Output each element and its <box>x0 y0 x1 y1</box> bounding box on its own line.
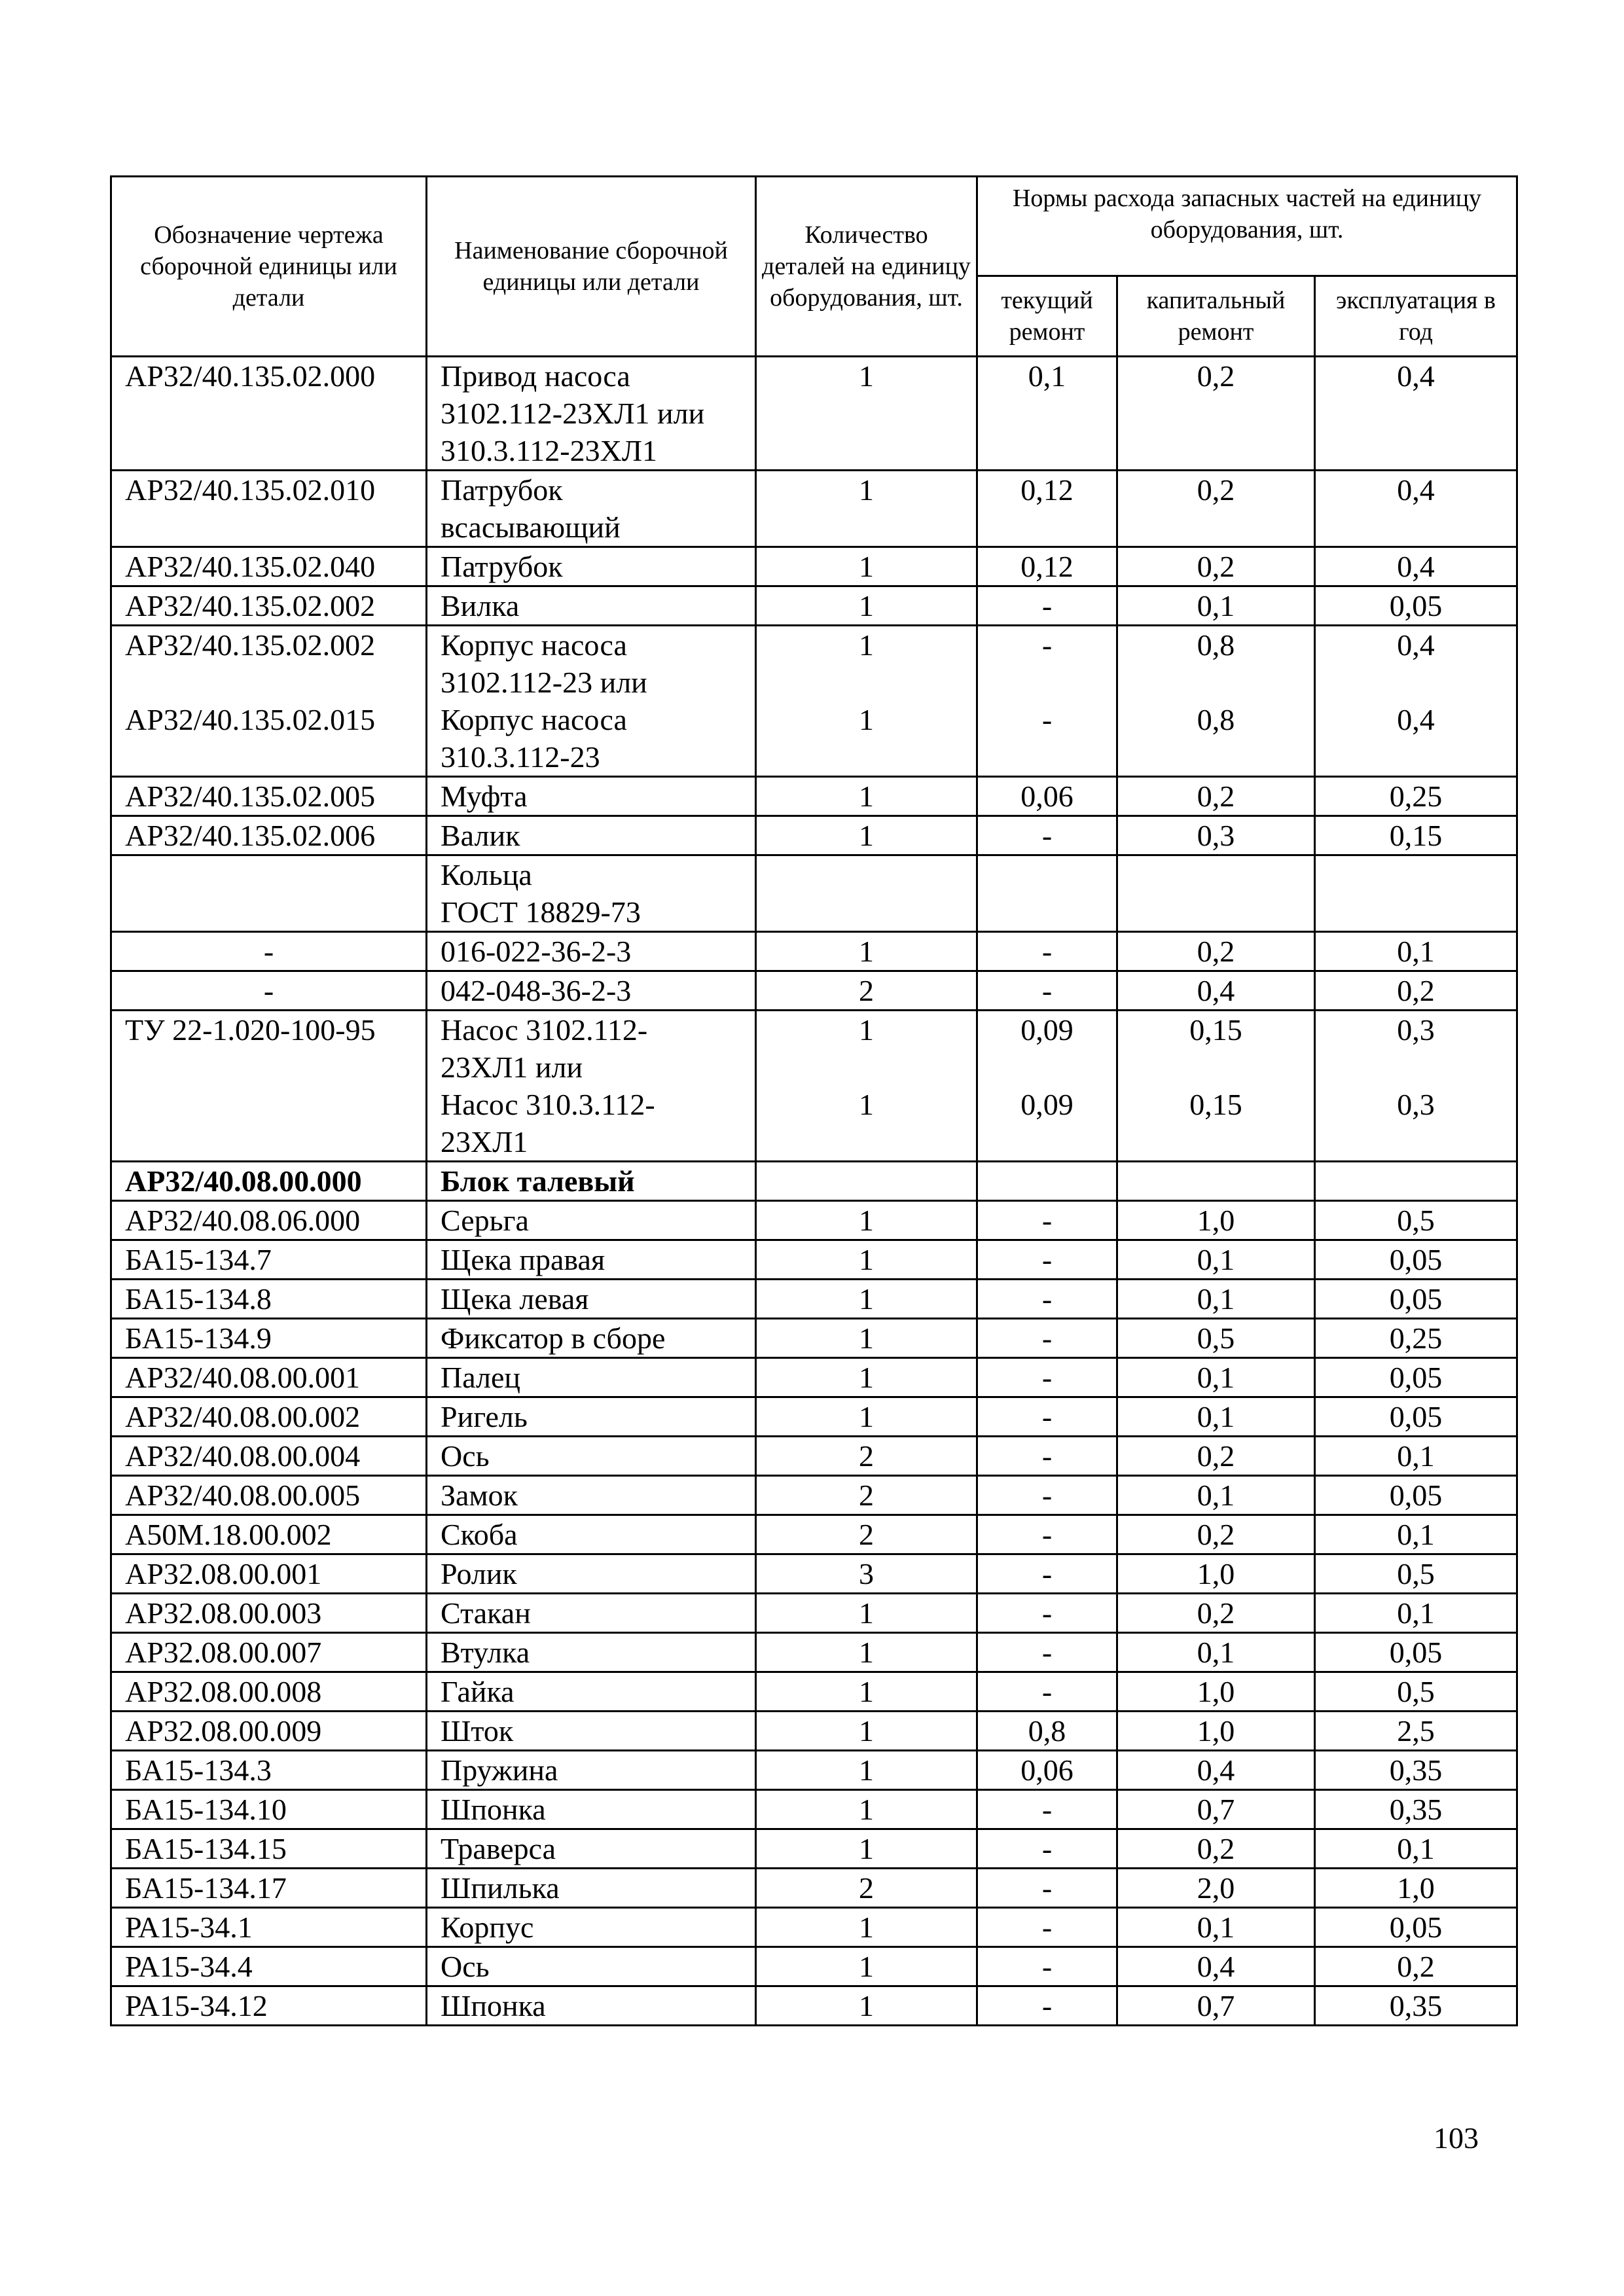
table-row <box>111 1869 1517 1908</box>
cell-name: Ось <box>427 1437 756 1476</box>
cell-annual: 0,5 <box>1315 1672 1517 1712</box>
cell-code: АР32/40.08.00.004 <box>111 1437 427 1476</box>
cell-code: АР32.08.00.001 <box>111 1554 427 1594</box>
cell-qty: 1 <box>756 547 977 586</box>
cell-annual: 0,05 <box>1315 1240 1517 1280</box>
cell-code <box>111 855 427 932</box>
header-name: Наименование сборочной единицы или детали <box>427 177 756 357</box>
cell-name: Пружина <box>427 1751 756 1790</box>
cell-annual: 0,05 <box>1315 1476 1517 1515</box>
cell-name: Валик <box>427 816 756 855</box>
cell-capital: 0,5 <box>1117 1319 1315 1358</box>
cell-current: 0,8 <box>977 1712 1117 1751</box>
cell-annual: 0,05 <box>1315 1397 1517 1437</box>
cell-qty: 1 <box>756 1240 977 1280</box>
cell-annual: 0,1 <box>1315 1437 1517 1476</box>
cell-code: АР32/40.08.00.001 <box>111 1358 427 1397</box>
cell-current: - <box>977 932 1117 971</box>
cell-name: Траверса <box>427 1829 756 1869</box>
cell-capital: 1,0 <box>1117 1672 1315 1712</box>
spare-parts-table <box>110 175 1518 2026</box>
cell-qty: 2 <box>756 971 977 1011</box>
cell-current: 0,06 <box>977 777 1117 816</box>
cell-name: Шпилька <box>427 1869 756 1908</box>
cell-annual: 0,05 <box>1315 1633 1517 1672</box>
cell-capital: 0,4 <box>1117 971 1315 1011</box>
table-row <box>111 547 1517 586</box>
cell-capital: 0,15 0,15 <box>1117 1011 1315 1162</box>
cell-annual: 0,35 <box>1315 1751 1517 1790</box>
table-row <box>111 777 1517 816</box>
cell-code: БА15-134.8 <box>111 1280 427 1319</box>
cell-qty: 1 1 <box>756 1011 977 1162</box>
table-row <box>111 1947 1517 1986</box>
cell-name: 016-022-36-2-3 <box>427 932 756 971</box>
cell-annual: 0,25 <box>1315 777 1517 816</box>
cell-qty: 1 <box>756 932 977 971</box>
cell-capital: 0,4 <box>1117 1947 1315 1986</box>
cell-capital: 0,1 <box>1117 1908 1315 1947</box>
cell-annual: 1,0 <box>1315 1869 1517 1908</box>
cell-qty <box>756 855 977 932</box>
cell-current: - <box>977 1437 1117 1476</box>
table-row <box>111 816 1517 855</box>
cell-qty: 1 <box>756 586 977 626</box>
cell-current: - <box>977 1515 1117 1554</box>
cell-qty: 2 <box>756 1476 977 1515</box>
cell-annual: 0,3 0,3 <box>1315 1011 1517 1162</box>
cell-capital: 1,0 <box>1117 1712 1315 1751</box>
cell-code: АР32/40.08.00.002 <box>111 1397 427 1437</box>
cell-annual: 0,25 <box>1315 1319 1517 1358</box>
cell-capital: 0,8 0,8 <box>1117 626 1315 777</box>
cell-code: АР32/40.08.00.005 <box>111 1476 427 1515</box>
cell-qty: 1 <box>756 1672 977 1712</box>
cell-annual: 0,4 <box>1315 471 1517 547</box>
cell-qty: 1 <box>756 471 977 547</box>
cell-qty: 1 <box>756 357 977 471</box>
cell-qty: 1 <box>756 1908 977 1947</box>
cell-code: - <box>111 932 427 971</box>
cell-current: - <box>977 1397 1117 1437</box>
cell-code: АР32.08.00.003 <box>111 1594 427 1633</box>
cell-capital: 0,1 <box>1117 1476 1315 1515</box>
cell-current: - <box>977 1319 1117 1358</box>
cell-code: АР32/40.135.02.040 <box>111 547 427 586</box>
cell-qty: 1 <box>756 1829 977 1869</box>
cell-qty: 1 <box>756 1201 977 1240</box>
cell-current: - <box>977 1790 1117 1829</box>
cell-code: БА15-134.17 <box>111 1869 427 1908</box>
cell-code: ТУ 22-1.020-100-95 <box>111 1011 427 1162</box>
cell-annual <box>1315 1162 1517 1201</box>
cell-qty: 2 <box>756 1869 977 1908</box>
cell-annual: 0,1 <box>1315 1515 1517 1554</box>
cell-annual: 0,05 <box>1315 1358 1517 1397</box>
cell-qty: 1 <box>756 1790 977 1829</box>
table-row <box>111 1476 1517 1515</box>
cell-code: АР32/40.135.02.006 <box>111 816 427 855</box>
cell-capital: 0,1 <box>1117 1358 1315 1397</box>
table-row <box>111 1751 1517 1790</box>
cell-capital: 0,1 <box>1117 1280 1315 1319</box>
cell-current: - <box>977 1633 1117 1672</box>
cell-name: Ось <box>427 1947 756 1986</box>
cell-capital: 0,2 <box>1117 1594 1315 1633</box>
cell-name: Вилка <box>427 586 756 626</box>
cell-current: 0,1 <box>977 357 1117 471</box>
cell-name: Щека левая <box>427 1280 756 1319</box>
cell-code: АР32/40.135.02.005 <box>111 777 427 816</box>
cell-capital: 1,0 <box>1117 1554 1315 1594</box>
cell-qty: 1 <box>756 1280 977 1319</box>
cell-current: - <box>977 1554 1117 1594</box>
cell-capital: 0,7 <box>1117 1986 1315 2026</box>
table-row <box>111 1437 1517 1476</box>
cell-name: 042-048-36-2-3 <box>427 971 756 1011</box>
cell-code: А50М.18.00.002 <box>111 1515 427 1554</box>
cell-current: - <box>977 971 1117 1011</box>
cell-annual: 0,1 <box>1315 1594 1517 1633</box>
cell-qty: 2 <box>756 1515 977 1554</box>
table-row <box>111 626 1517 777</box>
cell-annual <box>1315 855 1517 932</box>
cell-code: АР32.08.00.009 <box>111 1712 427 1751</box>
cell-current: - <box>977 1594 1117 1633</box>
cell-qty: 1 <box>756 816 977 855</box>
cell-annual: 0,2 <box>1315 1947 1517 1986</box>
cell-current: 0,06 <box>977 1751 1117 1790</box>
cell-name: Насос 3102.112- 23ХЛ1 или Насос 310.3.112- 23ХЛ1 <box>427 1011 756 1162</box>
cell-name: Гайка <box>427 1672 756 1712</box>
cell-current: - <box>977 1829 1117 1869</box>
table-row <box>111 855 1517 932</box>
cell-annual: 0,2 <box>1315 971 1517 1011</box>
cell-code: - <box>111 971 427 1011</box>
cell-capital: 0,1 <box>1117 1633 1315 1672</box>
cell-capital: 0,2 <box>1117 1437 1315 1476</box>
cell-code: АР32/40.08.06.000 <box>111 1201 427 1240</box>
cell-name: Фиксатор в сборе <box>427 1319 756 1358</box>
cell-name: Патрубок всасывающий <box>427 471 756 547</box>
cell-code: АР32/40.135.02.000 <box>111 357 427 471</box>
cell-qty: 1 <box>756 1594 977 1633</box>
cell-qty <box>756 1162 977 1201</box>
table-row <box>111 1280 1517 1319</box>
cell-name: Шток <box>427 1712 756 1751</box>
cell-annual: 0,4 0,4 <box>1315 626 1517 777</box>
header-capital-repair: капитальный ремонт <box>1117 276 1315 357</box>
cell-code: АР32/40.135.02.002 <box>111 586 427 626</box>
cell-name: Шпонка <box>427 1986 756 2026</box>
cell-current: - <box>977 1201 1117 1240</box>
cell-current: - <box>977 1476 1117 1515</box>
cell-capital <box>1117 1162 1315 1201</box>
cell-current: - <box>977 1672 1117 1712</box>
table-row <box>111 1397 1517 1437</box>
table-row <box>111 1358 1517 1397</box>
cell-code: БА15-134.3 <box>111 1751 427 1790</box>
cell-annual: 0,1 <box>1315 1829 1517 1869</box>
cell-annual: 0,5 <box>1315 1201 1517 1240</box>
cell-name: Корпус <box>427 1908 756 1947</box>
table-row <box>111 1633 1517 1672</box>
cell-capital: 1,0 <box>1117 1201 1315 1240</box>
cell-name: Муфта <box>427 777 756 816</box>
cell-current: - - <box>977 626 1117 777</box>
cell-name: Привод насоса 3102.112-23ХЛ1 или 310.3.112-23ХЛ1 <box>427 357 756 471</box>
cell-capital: 0,2 <box>1117 1829 1315 1869</box>
cell-code: АР32/40.135.02.002 АР32/40.135.02.015 <box>111 626 427 777</box>
table-row <box>111 1011 1517 1162</box>
cell-capital: 0,2 <box>1117 932 1315 971</box>
cell-name: Шпонка <box>427 1790 756 1829</box>
cell-name: Патрубок <box>427 547 756 586</box>
cell-capital: 0,3 <box>1117 816 1315 855</box>
table-row <box>111 1515 1517 1554</box>
table-row <box>111 1986 1517 2026</box>
cell-qty: 1 <box>756 1633 977 1672</box>
table-row <box>111 1162 1517 1201</box>
header-code: Обозначение чертежа сборочной единицы или детали <box>111 177 427 357</box>
cell-code: АР32.08.00.008 <box>111 1672 427 1712</box>
cell-qty: 1 <box>756 1712 977 1751</box>
cell-qty: 1 <box>756 1751 977 1790</box>
table-row <box>111 1240 1517 1280</box>
cell-current: 0,09 0,09 <box>977 1011 1117 1162</box>
cell-annual: 0,35 <box>1315 1986 1517 2026</box>
table-row <box>111 1908 1517 1947</box>
cell-code: БА15-134.7 <box>111 1240 427 1280</box>
table-row <box>111 1712 1517 1751</box>
cell-current: - <box>977 1240 1117 1280</box>
header-qty: Количество деталей на единицу оборудования, шт. <box>756 177 977 357</box>
cell-current: - <box>977 1986 1117 2026</box>
cell-qty: 1 1 <box>756 626 977 777</box>
table-row <box>111 586 1517 626</box>
cell-annual: 0,15 <box>1315 816 1517 855</box>
cell-name: Замок <box>427 1476 756 1515</box>
cell-capital: 0,1 <box>1117 1240 1315 1280</box>
cell-qty: 3 <box>756 1554 977 1594</box>
cell-annual: 0,4 <box>1315 547 1517 586</box>
cell-code: БА15-134.10 <box>111 1790 427 1829</box>
cell-name: Скоба <box>427 1515 756 1554</box>
cell-current: - <box>977 1280 1117 1319</box>
cell-annual: 0,05 <box>1315 586 1517 626</box>
cell-current <box>977 1162 1117 1201</box>
cell-name: Корпус насоса 3102.112-23 или Корпус насоса 310.3.112-23 <box>427 626 756 777</box>
cell-annual: 0,4 <box>1315 357 1517 471</box>
cell-name: Серьга <box>427 1201 756 1240</box>
table-row <box>111 1319 1517 1358</box>
cell-qty: 1 <box>756 777 977 816</box>
cell-qty: 1 <box>756 1947 977 1986</box>
cell-capital: 2,0 <box>1117 1869 1315 1908</box>
cell-capital: 0,2 <box>1117 777 1315 816</box>
cell-capital: 0,1 <box>1117 1397 1315 1437</box>
cell-annual: 0,05 <box>1315 1908 1517 1947</box>
cell-name: Ригель <box>427 1397 756 1437</box>
cell-qty: 1 <box>756 1986 977 2026</box>
cell-annual: 2,5 <box>1315 1712 1517 1751</box>
table-row <box>111 1829 1517 1869</box>
cell-code: РА15-34.4 <box>111 1947 427 1986</box>
cell-code: РА15-34.12 <box>111 1986 427 2026</box>
cell-current: - <box>977 1869 1117 1908</box>
cell-annual: 0,35 <box>1315 1790 1517 1829</box>
cell-code: АР32/40.08.00.000 <box>111 1162 427 1201</box>
cell-name: Блок талевый <box>427 1162 756 1201</box>
cell-capital: 0,2 <box>1117 357 1315 471</box>
cell-name: Палец <box>427 1358 756 1397</box>
cell-qty: 2 <box>756 1437 977 1476</box>
cell-current: - <box>977 586 1117 626</box>
cell-capital: 0,1 <box>1117 586 1315 626</box>
cell-code: РА15-34.1 <box>111 1908 427 1947</box>
cell-current: - <box>977 1908 1117 1947</box>
table-row <box>111 1594 1517 1633</box>
cell-current: - <box>977 816 1117 855</box>
header-annual-operation: эксплуатация в год <box>1315 276 1517 357</box>
cell-capital: 0,7 <box>1117 1790 1315 1829</box>
cell-code: АР32.08.00.007 <box>111 1633 427 1672</box>
cell-qty: 1 <box>756 1319 977 1358</box>
header-norms: Нормы расхода запасных частей на единицу оборудования, шт. <box>977 177 1517 276</box>
table-row <box>111 932 1517 971</box>
cell-capital <box>1117 855 1315 932</box>
cell-annual: 0,1 <box>1315 932 1517 971</box>
cell-current: 0,12 <box>977 471 1117 547</box>
table-row <box>111 357 1517 471</box>
cell-current <box>977 855 1117 932</box>
cell-current: 0,12 <box>977 547 1117 586</box>
cell-name: Щека правая <box>427 1240 756 1280</box>
cell-code: БА15-134.15 <box>111 1829 427 1869</box>
cell-name: Втулка <box>427 1633 756 1672</box>
cell-qty: 1 <box>756 1397 977 1437</box>
cell-qty: 1 <box>756 1358 977 1397</box>
table-body <box>111 357 1517 2026</box>
cell-code: АР32/40.135.02.010 <box>111 471 427 547</box>
cell-annual: 0,05 <box>1315 1280 1517 1319</box>
table-row <box>111 971 1517 1011</box>
table-row <box>111 1790 1517 1829</box>
cell-code: БА15-134.9 <box>111 1319 427 1358</box>
table-row <box>111 1554 1517 1594</box>
table-row <box>111 1672 1517 1712</box>
cell-capital: 0,2 <box>1117 1515 1315 1554</box>
cell-name: Стакан <box>427 1594 756 1633</box>
cell-capital: 0,2 <box>1117 547 1315 586</box>
cell-current: - <box>977 1947 1117 1986</box>
cell-name: Ролик <box>427 1554 756 1594</box>
cell-annual: 0,5 <box>1315 1554 1517 1594</box>
page-number: 103 <box>1434 2121 1479 2155</box>
header-current-repair: текущий ремонт <box>977 276 1117 357</box>
cell-capital: 0,4 <box>1117 1751 1315 1790</box>
cell-capital: 0,2 <box>1117 471 1315 547</box>
cell-name: Кольца ГОСТ 18829-73 <box>427 855 756 932</box>
table-row <box>111 471 1517 547</box>
cell-current: - <box>977 1358 1117 1397</box>
table-row <box>111 1201 1517 1240</box>
